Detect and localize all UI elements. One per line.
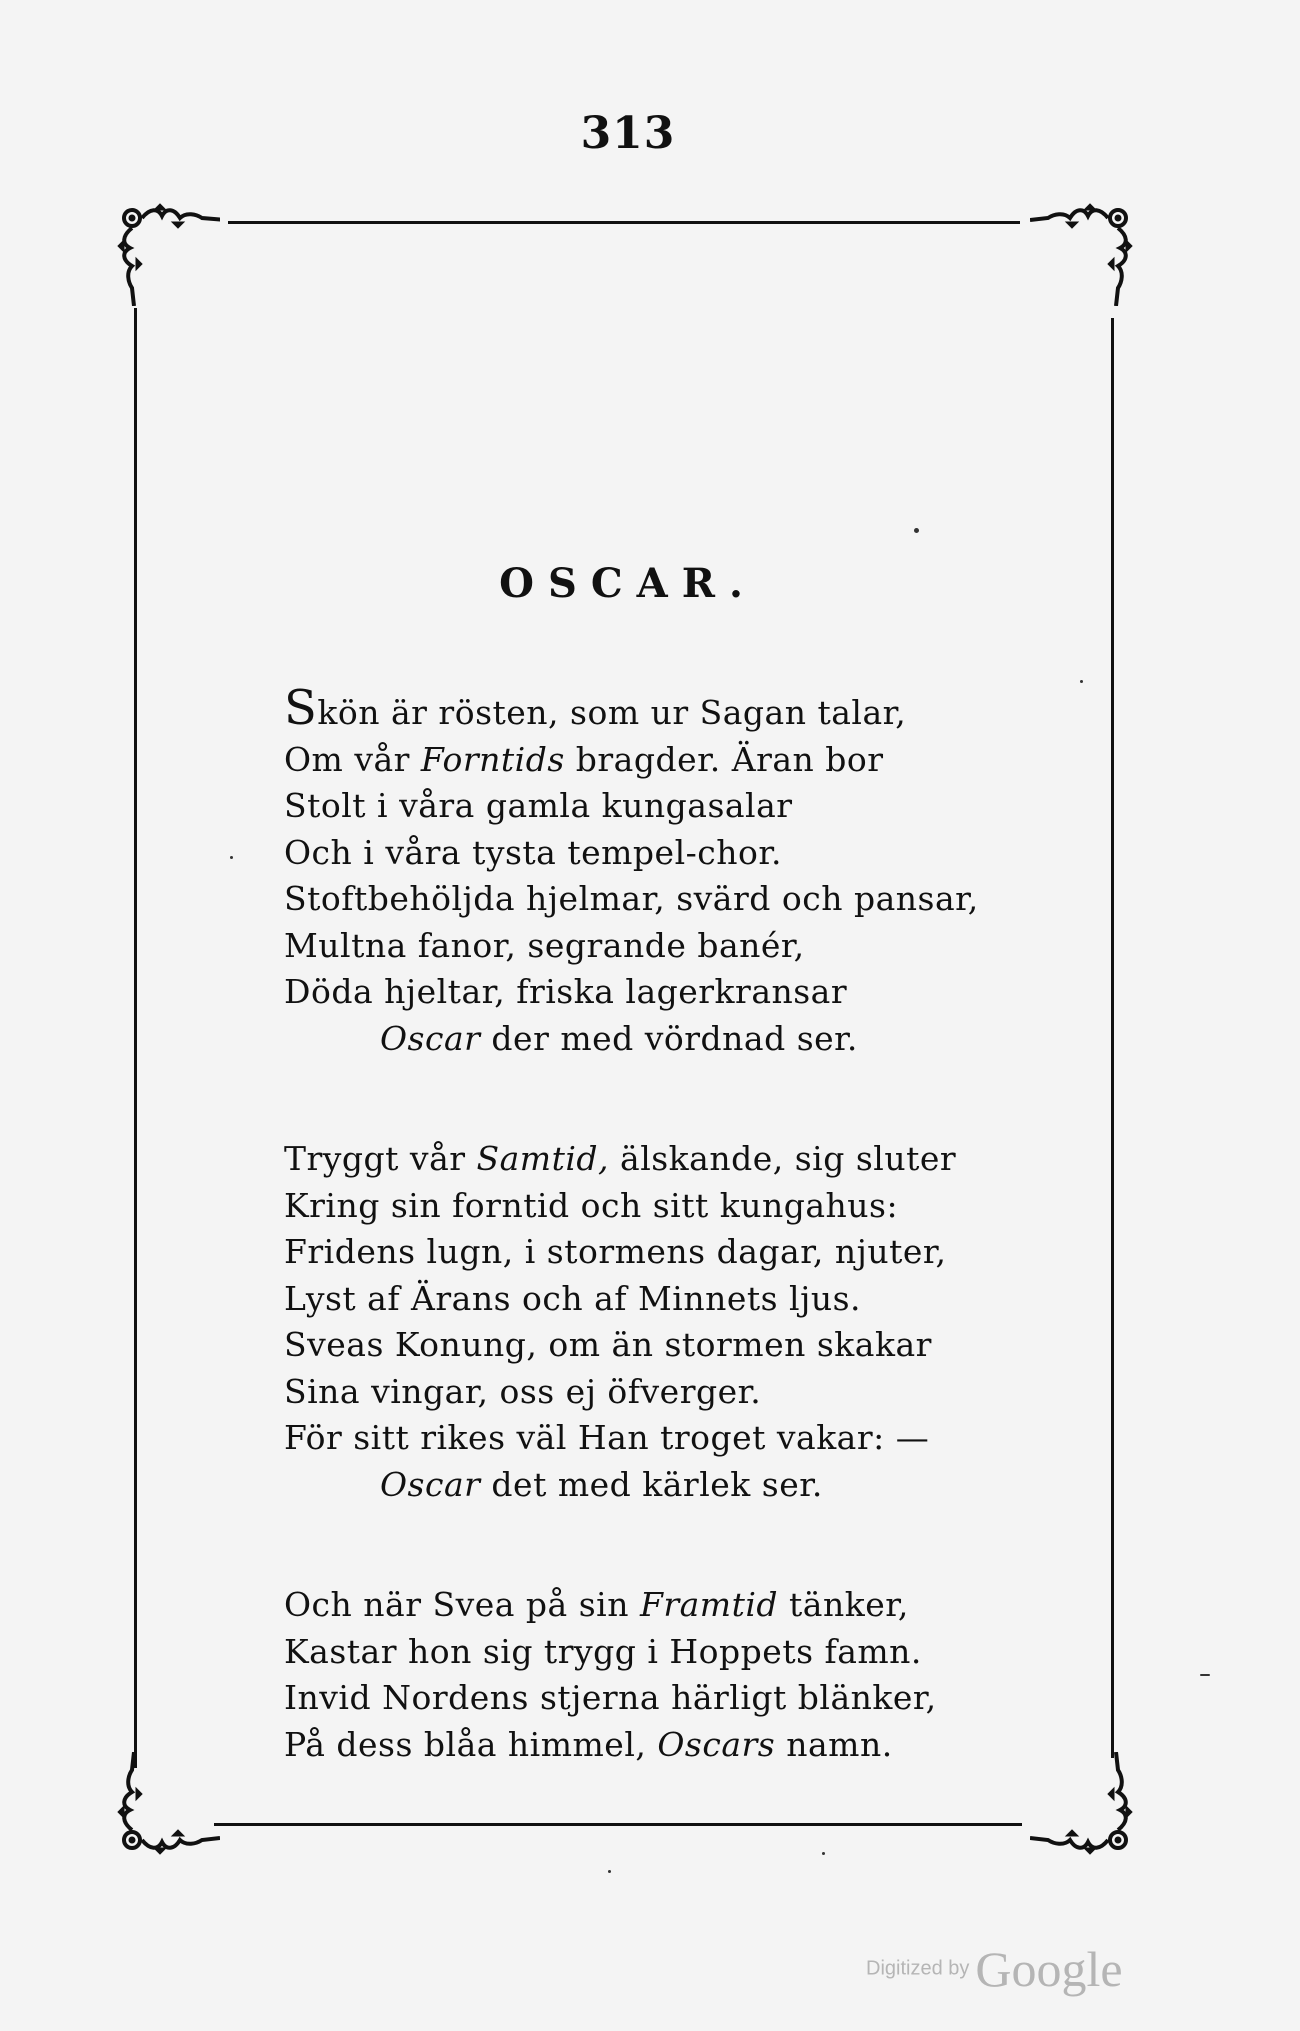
poem-line [284,830,984,877]
line-text: Invid Nordens stjerna härligt blänker, [284,1678,937,1717]
line-text: Stolt i våra gamla kungasalar [284,786,793,825]
poem-line [284,737,984,784]
digitized-watermark [866,1940,1123,1998]
poem-line [284,1722,984,1769]
line-text: Och när Svea på sin [284,1585,640,1624]
watermark-brand: Google [975,1941,1123,1997]
line-text: Multna fanor, segrande banér, [284,925,805,965]
line-text: På dess blåa himmel, [284,1724,658,1764]
poem-line [284,923,984,970]
scan-speck [822,1852,825,1855]
italic-text: Forntids [420,739,565,779]
line-text: bragder. Äran bor [564,739,884,779]
line-text: kön är rösten, som ur Sagan talar, [317,693,907,732]
poem-line [284,1136,984,1183]
line-text: der med vördnad ser. [480,1018,858,1058]
line-text: namn. [775,1724,893,1764]
poem-line [284,680,984,737]
line-text: Lyst af Ärans och af Minnets ljus. [284,1278,862,1318]
scan-speck [230,856,233,859]
initial-letter: S [284,680,318,736]
poem-line [284,1183,984,1230]
poem-title: OSCAR. [499,560,757,607]
stanza [284,680,984,1062]
line-text: Tryggt vår [284,1139,477,1178]
line-text: Kastar hon sig trygg i Hoppets famn. [284,1631,922,1671]
poem-line [284,1582,984,1629]
line-text: Döda hjeltar, friska lagerkransar [284,972,848,1011]
scan-speck [1200,1674,1210,1676]
line-text: För sitt rikes väl Han troget vakar: — [284,1418,930,1457]
scan-speck [608,1870,611,1873]
line-text: Stoftbehöljda hjelmar, svärd och pansar, [284,879,979,918]
poem-line [284,1322,984,1369]
corner-ornament-bottom-right-icon [1030,1752,1140,1862]
scan-speck [1080,680,1083,683]
line-text: Kring sin forntid och sitt kungahus: [284,1185,899,1225]
line-text: Sina vingar, oss ej öfverger. [284,1371,762,1411]
frame-rule-bottom [214,1823,1022,1826]
line-text: Om vår [284,739,421,779]
corner-ornament-bottom-left-icon [110,1752,220,1862]
line-text: Fridens lugn, i stormens dagar, njuter, [284,1232,947,1271]
italic-text: Samtid, [476,1139,610,1178]
frame-rule-left [134,308,137,1768]
frame-rule-right [1111,318,1114,1758]
poem-line [284,1276,984,1323]
line-text: det med kärlek ser. [480,1464,823,1504]
poem-line [284,1462,984,1509]
stanza [284,1582,984,1768]
poem-line [284,969,984,1016]
scan-speck [914,528,919,533]
frame-rule-top [228,221,1020,224]
line-text: Och i våra tysta tempel-chor. [284,832,783,872]
corner-ornament-top-left-icon [110,196,220,306]
italic-text: Framtid [639,1585,779,1624]
poem-line [284,1415,984,1462]
poem-line [284,1369,984,1416]
page-number: 313 [580,108,676,159]
watermark-prefix: Digitized by [866,1957,970,1980]
poem-line [284,783,984,830]
poem-line [284,1229,984,1276]
stanza [284,1136,984,1508]
poem-line [284,876,984,923]
italic-text: Oscars [657,1724,776,1764]
poem-line [284,1629,984,1676]
corner-ornament-top-right-icon [1030,196,1140,306]
line-text: älskande, sig sluter [609,1139,957,1178]
poem-line [284,1016,984,1063]
line-text: Sveas Konung, om än stormen skakar [284,1325,932,1364]
poem-line [284,1675,984,1722]
line-text: tänker, [778,1585,909,1624]
italic-text: Oscar [380,1464,481,1504]
italic-text: Oscar [380,1018,481,1058]
poem-body [284,680,984,1768]
